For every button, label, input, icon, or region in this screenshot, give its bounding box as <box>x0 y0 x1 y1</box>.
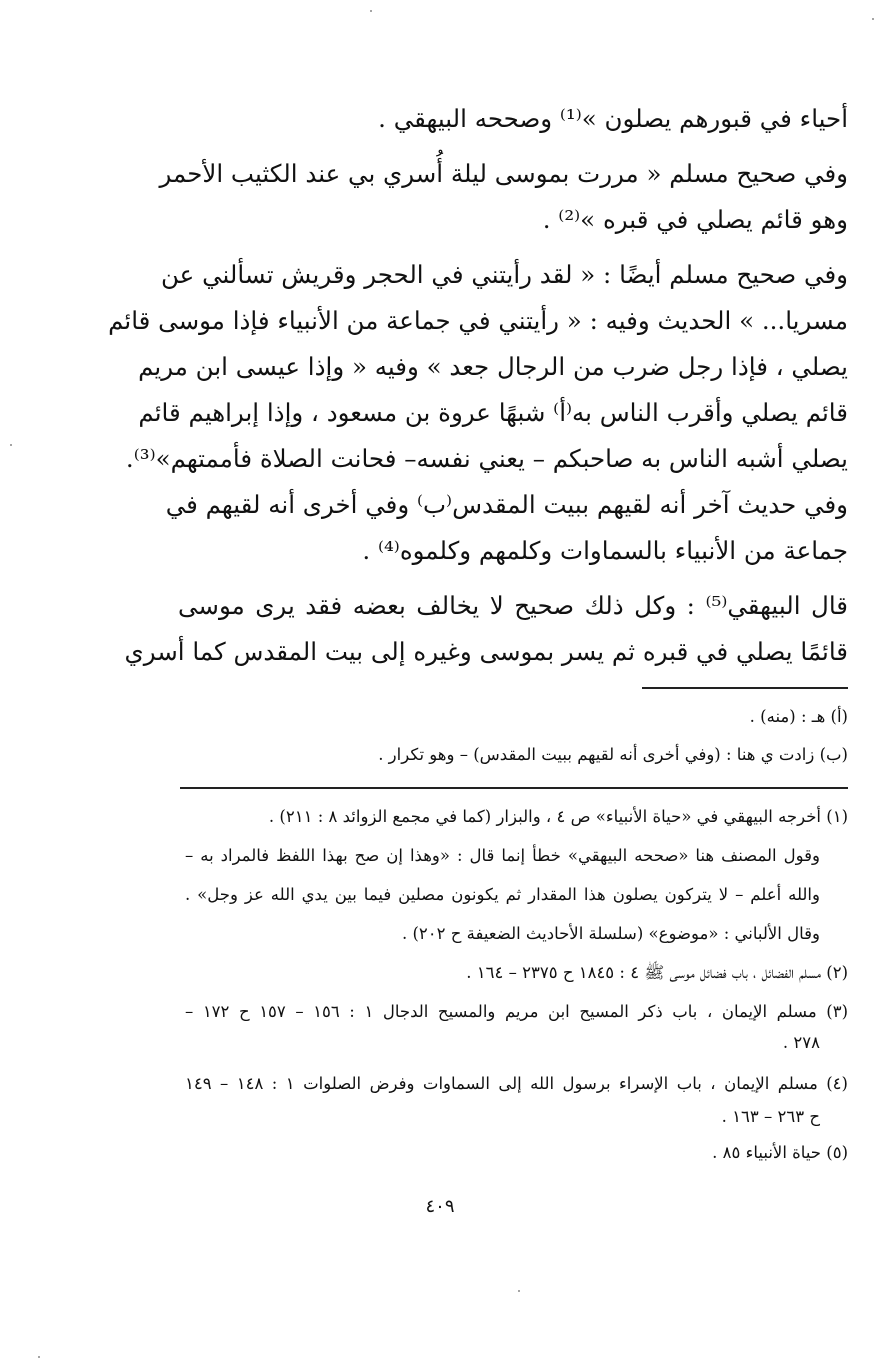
scan-speck <box>370 10 372 12</box>
paragraph-1 <box>178 96 848 142</box>
paragraph-3 <box>108 252 848 574</box>
paragraph-4 <box>124 583 848 675</box>
footnote: وقول المصنف هنا «صححه البيهقي» خطأ إنما قال : «وهذا إن صح بهذا اللفظ فالمراد به – <box>185 846 820 865</box>
text-line: أحياء في قبورهم يصلون »⁽¹⁾ وصححه البيهقي . <box>378 104 848 133</box>
footnote: وقال الألباني : «موضوع» (سلسلة الأحاديث الضعيفة ح ٢٠٢) . <box>401 924 820 943</box>
footnote: ٢٧٨ . <box>782 1033 820 1052</box>
main-text <box>108 96 848 675</box>
paragraph-2 <box>159 151 848 243</box>
footnote: (١) أخرجه البيهقي في «حياة الأنبياء» ص ٤ ، والبزار (كما في مجمع الزوائد ٨ : ٢١١) . <box>268 807 848 826</box>
scan-speck <box>872 18 874 20</box>
editor-note: (ب) زادت ي هنا : (وفي أخرى أنه لقيهم ببيت المقدس) – وهو تكرار . <box>378 745 848 764</box>
editor-note: (أ) هـ : (منه) . <box>749 707 848 726</box>
text-line: قائم يصلي وأقرب الناس به⁽أ⁾ شبهًا عروة بن مسعود ، وإذا إبراهيم قائم <box>138 398 848 427</box>
text-line: يصلي ، فإذا رجل ضرب من الرجال جعد » وفيه « وإذا عيسى ابن مريم <box>138 352 848 381</box>
text-line: وفي صحيح مسلم أيضًا : « لقد رأيتني في الحجر وقريش تسألني عن <box>161 260 848 289</box>
scan-speck <box>518 1290 520 1292</box>
text-line: مسريا... » الحديث وفيه : « رأيتني في جماعة من الأنبياء فإذا موسى قائم <box>108 306 848 335</box>
footnote: ح ٢٦٣ – ١٦٣ . <box>721 1107 820 1126</box>
footnote: (٢) مسلم الفضائل ، باب فضائل موسى ﷺ ٤ : ١٨٤٥ ح ٢٣٧٥ – ١٦٤ . <box>466 963 848 982</box>
footnotes-separator <box>180 787 848 789</box>
scan-speck <box>10 444 12 446</box>
text-line: يصلي أشبه الناس به صاحبكم – يعني نفسه– فحانت الصلاة فأممتهم»⁽³⁾. <box>125 444 848 473</box>
footnote: (٤) مسلم الإيمان ، باب الإسراء برسول الله إلى السماوات وفرض الصلوات ١ : ١٤٨ – ١٤٩ <box>185 1074 848 1093</box>
text-line: وفي حديث آخر أنه لقيهم ببيت المقدس⁽ب⁾ وفي أخرى أنه لقيهم في <box>165 490 848 519</box>
footnote: والله أعلم – لا يتركون يصلون هذا المقدار ثم يكونون مصلين فيما بين يدي الله عز وجل» . <box>185 885 820 904</box>
editor-notes-separator <box>642 687 848 689</box>
text-line: قائمًا يصلي في قبره ثم يسر بموسى وغيره إلى بيت المقدس كما أسري <box>124 637 848 666</box>
footnote: (٣) مسلم الإيمان ، باب ذكر المسيح ابن مريم والمسيح الدجال ١ : ١٥٦ – ١٥٧ ح ١٧٢ – <box>185 1002 848 1021</box>
scan-speck <box>38 1356 40 1358</box>
page-number: ٤٠٩ <box>425 1196 455 1217</box>
text-line: وفي صحيح مسلم « مررت بموسى ليلة أُسري بي عند الكثيب الأحمر <box>159 159 848 188</box>
footnote: (٥) حياة الأنبياء ٨٥ . <box>712 1143 848 1162</box>
text-line: وهو قائم يصلي في قبره »⁽²⁾ . <box>542 205 848 234</box>
text-line: قال البيهقي⁽⁵⁾ : وكل ذلك صحيح لا يخالف بعضه فقد يرى موسى <box>178 591 848 620</box>
text-line: جماعة من الأنبياء بالسماوات وكلمهم وكلموه⁽⁴⁾ . <box>362 536 848 565</box>
